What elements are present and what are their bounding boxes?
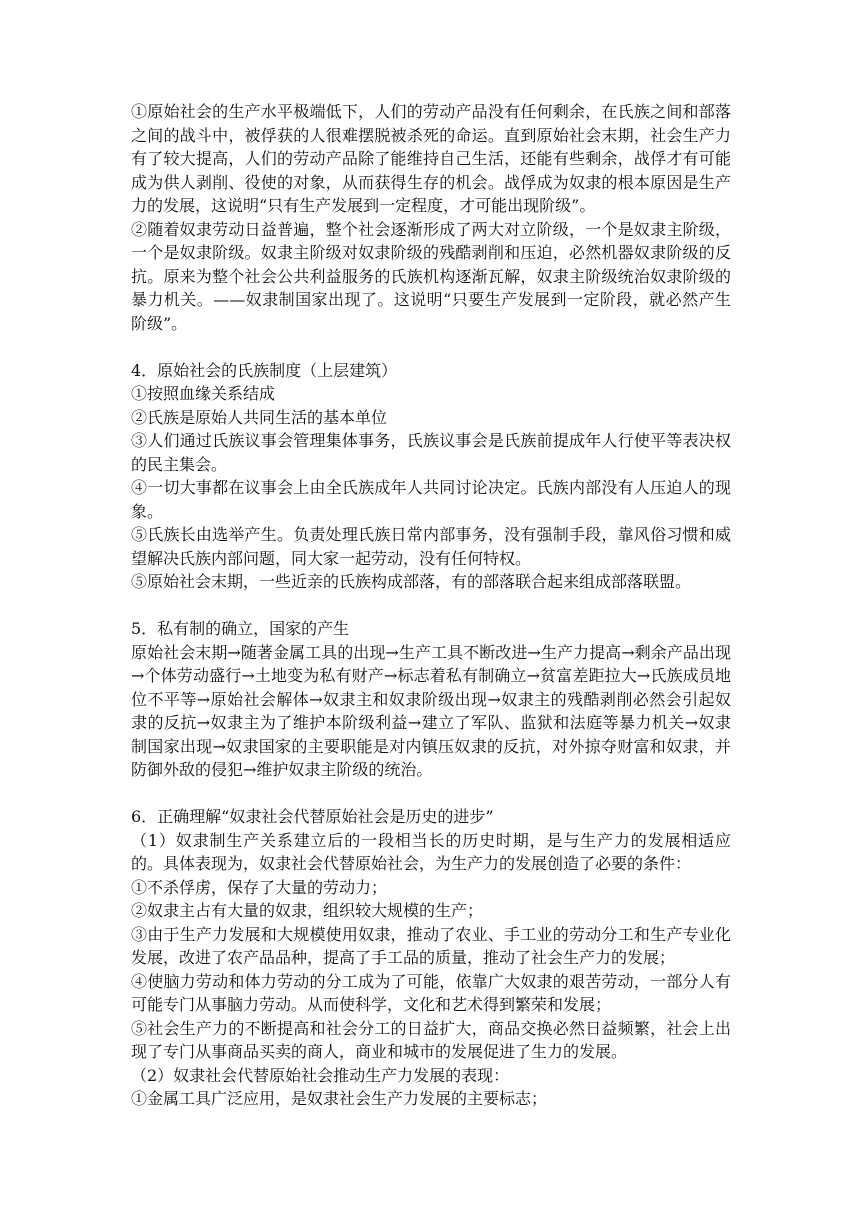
section-4-item: ①按照血缘关系结成 <box>131 384 276 403</box>
section-5-title: 5．私有制的确立，国家的产生 <box>131 619 350 638</box>
section-6-title: 6．正确理解“奴隶社会代替原始社会是历史的进步” <box>131 807 494 826</box>
section-4-item: ②氏族是原始人共同生活的基本单位 <box>131 407 388 427</box>
blank-line <box>131 594 731 618</box>
blank-line <box>131 782 731 806</box>
section-6-part-2-item: ①金属工具广泛应用，是奴隶社会生产力发展的主要标志； <box>131 1089 548 1108</box>
section-6-part-1-item: ②奴隶主占有大量的奴隶，组织较大规模的生产； <box>131 901 484 920</box>
section-5-body: 原始社会末期→随著金属工具的出现→生产工具不断改进→生产力提高→剩余产品出现→个体劳动盛行→土地变为私有财产→标志着私有制确立→贫富差距拉大→氏族成员地位不平等→原始社会解体→奴隶主和奴隶阶级出现→奴隶主的残酷剥削必然会引起奴隶的反抗→奴隶主为了维护本阶级利益→建立了军队、监狱和法庭等暴力机关→奴隶制国家出现→奴隶国家的主要职能是对内镇压奴隶的反抗，对外掠夺财富和奴隶，并防御外敌的侵犯→维护奴隶主阶级的统治。 <box>131 642 731 779</box>
document-page <box>131 100 731 1111</box>
section-6-part-2-intro: （2）奴隶社会代替原始社会推动生产力发展的表现： <box>131 1065 510 1085</box>
section-4-item: ⑤原始社会末期，一些近亲的氏族构成部落，有的部落联合起来组成部落联盟。 <box>131 572 692 591</box>
section-6-part-1-item: ③由于生产力发展和大规模使用奴隶，推动了农业、手工业的劳动分工和生产专业化发展，改进了农产品品种，提高了手工品的质量，推动了社会生产力的发展； <box>131 924 731 967</box>
section-4-item: ⑤氏族长由选举产生。负责处理氏族日常内部事务，没有强制手段，靠风俗习惯和威望解决氏族内部问题，同大家一起劳动，没有任何特权。 <box>131 525 731 568</box>
section-6-part-1-item: ⑤社会生产力的不断提高和社会分工的日益扩大，商品交换必然日益频繁，社会上出现了专门从事商品买卖的商人，商业和城市的发展促进了生力的发展。 <box>131 1018 731 1061</box>
section-4-title: 4．原始社会的氏族制度（上层建筑） <box>131 360 398 380</box>
section-6-part-1-item: ④使脑力劳动和体力劳动的分工成为了可能，依靠广大奴隶的艰苦劳动，一部分人有可能专门从事脑力劳动。从而使科学，文化和艺术得到繁荣和发展； <box>131 971 731 1014</box>
intro-paragraph-2: ②随着奴隶劳动日益普遍，整个社会逐渐形成了两大对立阶级，一个是奴隶主阶级，一个是奴隶阶级。奴隶主阶级对奴隶阶级的残酷剥削和压迫，必然机器奴隶阶级的反抗。原来为整个社会公共利益服务的氏族机构逐渐瓦解，奴隶主阶级统治奴隶阶级的暴力机关。——奴隶制国家出现了。这说明“只要生产发展到一定阶段，就必然产生阶级”。 <box>131 219 731 333</box>
section-6-part-1-intro: （1）奴隶制生产关系建立后的一段相当长的历史时期，是与生产力的发展相适应的。具体表现为，奴隶社会代替原始社会，为生产力的发展创造了必要的条件： <box>131 830 731 873</box>
section-4-item: ③人们通过氏族议事会管理集体事务，氏族议事会是氏族前提成年人行使平等表决权的民主集会。 <box>131 431 731 474</box>
section-6-part-1-item: ①不杀俘虏，保存了大量的劳动力； <box>131 877 388 897</box>
section-4-item: ④一切大事都在议事会上由全氏族成年人共同讨论决定。氏族内部没有人压迫人的现象。 <box>131 478 731 521</box>
blank-line <box>131 335 731 359</box>
intro-paragraph-1: ①原始社会的生产水平极端低下，人们的劳动产品没有任何剩余，在氏族之间和部落之间的战斗中，被俘获的人很难摆脱被杀死的命运。直到原始社会末期，社会生产力有了较大提高，人们的劳动产品除了能维持自己生活，还能有些剩余，战俘才有可能成为供人剥削、役使的对象，从而获得生存的机会。战俘成为奴隶的根本原因是生产力的发展，这说明“只有生产发展到一定程度，才可能出现阶级”。 <box>131 102 731 215</box>
